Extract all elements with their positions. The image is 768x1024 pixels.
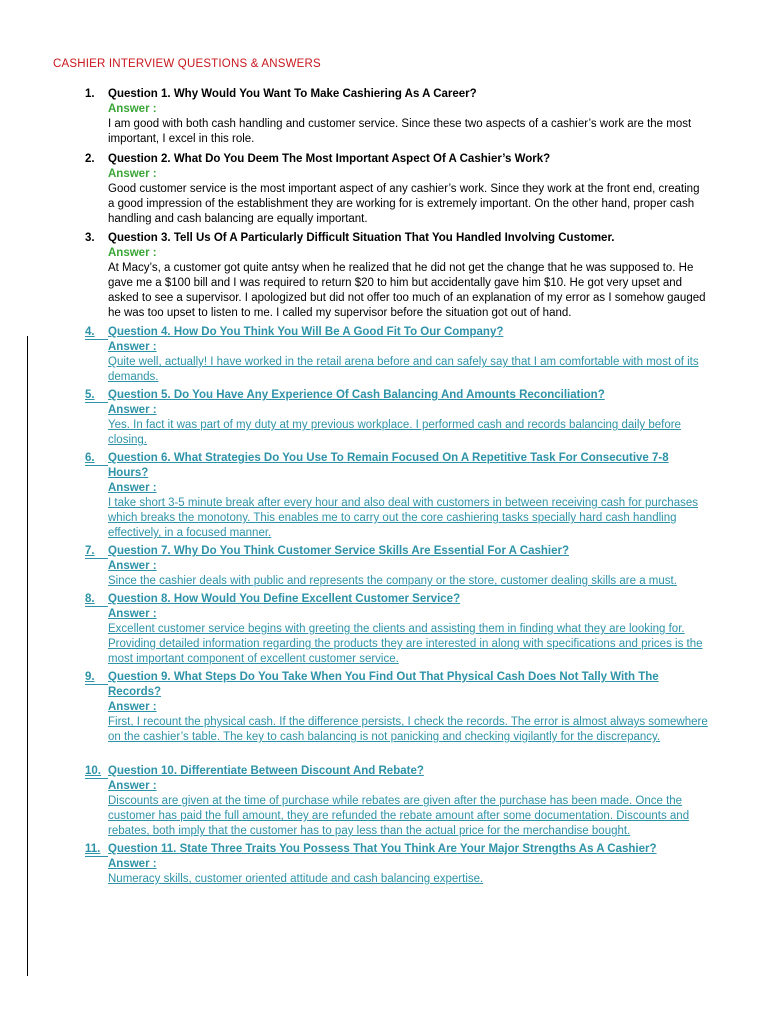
qa-item — [0, 87, 708, 147]
answer-text: Quite well, actually! I have worked in the retail arena before and can safely say that I am comfortable with most of its demands. — [108, 356, 699, 383]
item-number: 11. — [85, 843, 101, 855]
qa-item — [0, 451, 708, 541]
answer-label: Answer : — [108, 404, 157, 416]
answer-text: Yes. In fact it was part of my duty at my previous workplace. I performed cash and records balancing daily before closing. — [108, 419, 681, 446]
item-number: 5. — [85, 389, 95, 401]
qa-item — [0, 544, 708, 589]
answer-label: Answer : — [108, 103, 157, 115]
qa-item — [0, 325, 708, 385]
item-number: 10. — [85, 765, 101, 777]
answer-label: Answer : — [108, 247, 157, 259]
answer-text: Numeracy skills, customer oriented attitude and cash balancing expertise. — [108, 873, 484, 885]
qa-list — [0, 87, 768, 887]
item-number: 2. — [85, 153, 95, 165]
answer-label: Answer : — [108, 858, 157, 870]
answer-text: I take short 3-5 minute break after every hour and also deal with customers in between receiving cash for purchases which breaks the monotony. This enables me to carry out the core cashiering tasks specially hard cash handling effectively, in a focused manner. — [108, 497, 698, 539]
answer-text: Discounts are given at the time of purchase while rebates are given after the purchase has been made. Once the customer has paid the full amount, they are refunded the rebate amount after some documentation. Discounts and rebates, both imply that the customer has to pay less than the actual price for the merchandise bought. — [108, 795, 690, 837]
item-number: 1. — [85, 88, 95, 100]
question-text: Question 3. Tell Us Of A Particularly Difficult Situation That You Handled Involving Customer. — [108, 232, 615, 244]
answer-text: Good customer service is the most important aspect of any cashier’s work. Since they work at the front end, creating a good impression of the establishment they are working for is extremely important. On the other hand, proper cash handling and cash balancing are equally important. — [108, 183, 700, 225]
qa-item — [0, 670, 708, 745]
item-number: 6. — [85, 452, 95, 464]
answer-label: Answer : — [108, 560, 157, 572]
answer-text: I am good with both cash handling and customer service. Since these two aspects of a cashier’s work are the most important, I excel in this role. — [108, 118, 692, 145]
answer-label: Answer : — [108, 168, 157, 180]
qa-item — [0, 764, 708, 839]
item-number: 8. — [85, 593, 95, 605]
answer-text: Since the cashier deals with public and represents the company or the store, customer dealing skills are a must. — [108, 575, 677, 587]
item-number: 7. — [85, 545, 95, 557]
qa-item — [0, 388, 708, 448]
question-text: Question 4. How Do You Think You Will Be A Good Fit To Our Company? — [108, 326, 504, 338]
question-text: Question 10. Differentiate Between Discount And Rebate? — [108, 765, 424, 777]
answer-label: Answer : — [108, 341, 157, 353]
question-text: Question 7. Why Do You Think Customer Service Skills Are Essential For A Cashier? — [108, 545, 569, 557]
question-text: Question 6. What Strategies Do You Use To Remain Focused On A Repetitive Task For Consecutive 7-8 Hours? — [108, 452, 669, 479]
qa-item — [0, 231, 708, 321]
item-number: 3. — [85, 232, 95, 244]
question-text: Question 9. What Steps Do You Take When You Find Out That Physical Cash Does Not Tally With The Records? — [108, 671, 659, 698]
answer-label: Answer : — [108, 482, 157, 494]
qa-item — [0, 152, 708, 227]
answer-label: Answer : — [108, 701, 157, 713]
answer-label: Answer : — [108, 608, 157, 620]
answer-text: First, I recount the physical cash. If the difference persists, I check the records. The error is almost always somewhere on the cashier’s table. The key to cash balancing is not panicking and checking vigilantly for the discrepancy. — [108, 716, 708, 743]
qa-item — [0, 842, 708, 887]
question-text: Question 8. How Would You Define Excellent Customer Service? — [108, 593, 461, 605]
question-text: Question 11. State Three Traits You Possess That You Think Are Your Major Strengths As A Cashier? — [108, 843, 657, 855]
answer-text: Excellent customer service begins with greeting the clients and assisting them in finding what they are looking for. Providing detailed information regarding the products they are interested in along with specifications and prices is the most important component of excellent customer service. — [108, 623, 703, 665]
question-text: Question 5. Do You Have Any Experience Of Cash Balancing And Amounts Reconciliation? — [108, 389, 605, 401]
question-text: Question 1. Why Would You Want To Make Cashiering As A Career? — [108, 88, 477, 100]
answer-label: Answer : — [108, 780, 157, 792]
question-text: Question 2. What Do You Deem The Most Important Aspect Of A Cashier’s Work? — [108, 153, 551, 165]
qa-item — [0, 592, 708, 667]
item-number: 4. — [85, 326, 95, 338]
item-number: 9. — [85, 671, 95, 683]
document-title: CASHIER INTERVIEW QUESTIONS & ANSWERS — [53, 58, 321, 70]
answer-text: At Macy’s, a customer got quite antsy when he realized that he did not get the change that he was supposed to. He gave me a $100 bill and I was required to return $20 to him but accidentally gave him $10. He got very upset and asked to see a supervisor. I apologized but did not offer too much of an explanation of my error as I somehow gauged he was too upset to listen to me. I called my supervisor before the situation got out of hand. — [108, 262, 706, 319]
